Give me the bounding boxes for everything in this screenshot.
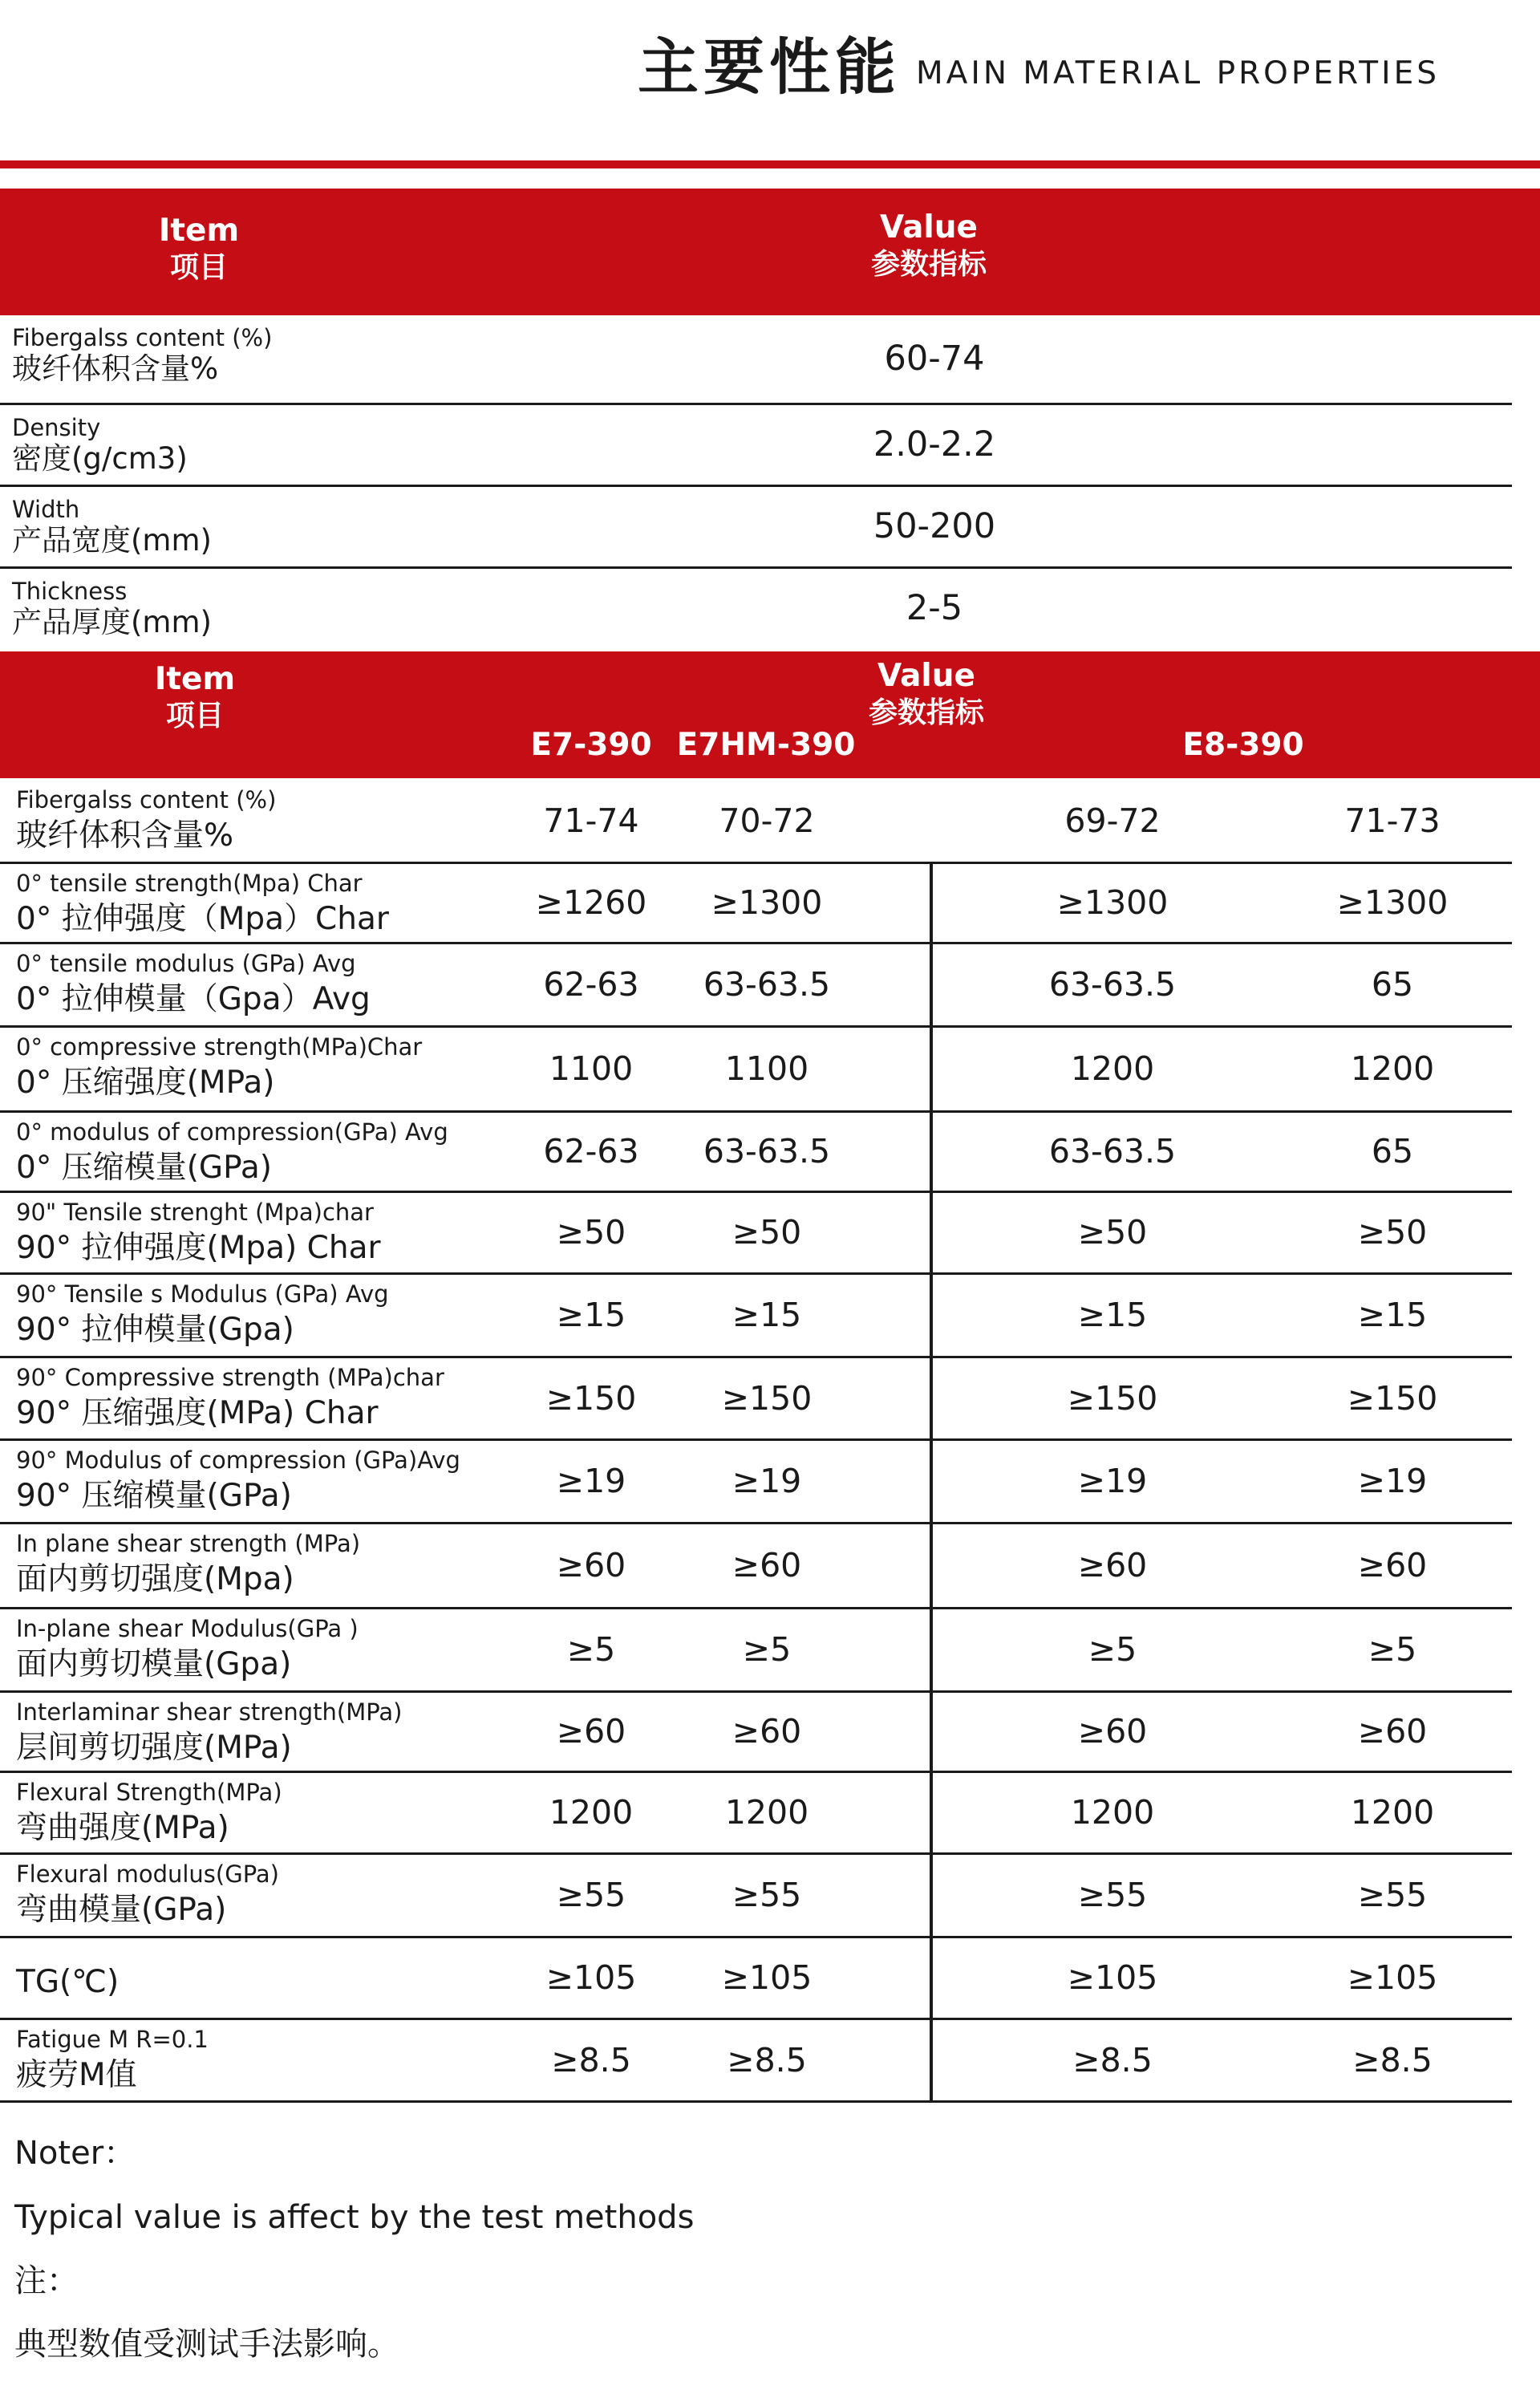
value-e8-390-b: ≥105 (1347, 1958, 1438, 1997)
property-label-cn: 90° 拉伸模量(Gpa) (16, 1312, 294, 1348)
value-e8-390-a: 63-63.5 (1048, 1132, 1177, 1171)
property-label-en: 90" Tensile strenght (Mpa)char (16, 1199, 374, 1226)
property-value: 2.0-2.2 (873, 424, 996, 465)
property-label-en: 0° tensile modulus (GPa) Avg (16, 950, 356, 977)
value-e7-390: ≥1260 (535, 883, 647, 922)
value-e7hm-390: ≥105 (721, 1958, 813, 1997)
header-value-label: Value (880, 209, 978, 245)
table-row (0, 1113, 1512, 1193)
property-label-cn: 0° 压缩模量(GPa) (16, 1150, 273, 1186)
value-e8-390-a: ≥8.5 (1072, 2041, 1153, 2079)
value-e7hm-390: ≥50 (732, 1213, 802, 1252)
property-label-en: Flexural Strength(MPa) (16, 1779, 282, 1806)
property-value: 50-200 (873, 506, 996, 546)
value-e7hm-390: ≥19 (732, 1462, 802, 1500)
value-e7-390: ≥60 (556, 1546, 626, 1584)
value-e8-390-b: ≥50 (1357, 1213, 1428, 1252)
value-e8-390-a: ≥19 (1077, 1462, 1148, 1500)
table-row (0, 1609, 1512, 1693)
column-e7hm-390: E7HM-390 (676, 727, 856, 763)
value-e7-390: ≥150 (545, 1379, 637, 1418)
property-label-cn: 0° 压缩强度(MPa) (16, 1065, 275, 1101)
property-label-en: 90° Compressive strength (MPa)char (16, 1364, 444, 1391)
note-label-en: Noter： (14, 2135, 136, 2172)
header-item-label-cn: 项目 (169, 251, 228, 284)
property-label-en: In plane shear strength (MPa) (16, 1530, 361, 1557)
property-label-cn: 弯曲强度(MPa) (16, 1810, 229, 1846)
property-label-en: Fibergalss content (%) (16, 786, 277, 813)
property-label-cn: 密度(g/cm3) (12, 441, 188, 476)
title-divider (0, 160, 1540, 168)
table-row (0, 1938, 1512, 2020)
value-e7hm-390: ≥8.5 (727, 2041, 807, 2079)
value-e7hm-390: ≥5 (742, 1630, 792, 1669)
table-header-basic (0, 189, 1540, 315)
property-label-cn: 面内剪切强度(Mpa) (16, 1561, 294, 1597)
value-e8-390-a: ≥1300 (1056, 883, 1169, 922)
header-value-label-cn: 参数指标 (870, 248, 987, 281)
table-row (0, 1524, 1512, 1609)
table-row (0, 1693, 1512, 1773)
property-label-cn: 90° 压缩强度(MPa) Char (16, 1395, 379, 1431)
value-e8-390-b: 65 (1371, 965, 1414, 1004)
table-row (0, 1441, 1512, 1524)
table-row (0, 569, 1512, 647)
table-row (0, 864, 1512, 944)
value-e8-390-a: 1200 (1070, 1049, 1155, 1088)
value-e8-390-b: 1200 (1350, 1049, 1435, 1088)
table-row (0, 1275, 1512, 1358)
value-e7hm-390: ≥1300 (711, 883, 823, 922)
table-row (0, 1028, 1512, 1113)
table-row (0, 2020, 1512, 2103)
property-label-cn: 疲劳M值 (16, 2057, 137, 2093)
property-label-cn: 层间剪切强度(MPa) (16, 1730, 292, 1766)
column-e8-390: E8-390 (1182, 727, 1304, 763)
value-e7-390: ≥19 (556, 1462, 626, 1500)
value-e7-390: ≥105 (545, 1958, 637, 1997)
value-e7hm-390: ≥55 (732, 1876, 802, 1914)
value-e8-390-b: 65 (1371, 1132, 1414, 1171)
value-e7hm-390: 1100 (724, 1049, 809, 1088)
value-e7hm-390: ≥15 (732, 1296, 802, 1334)
value-e7-390: 62-63 (543, 965, 639, 1004)
page-title-cn: 主要性能 (638, 31, 901, 103)
value-e7hm-390: 63-63.5 (703, 965, 831, 1004)
header2-item-label-cn: 项目 (165, 700, 224, 732)
table-row (0, 405, 1512, 487)
value-e8-390-b: ≥1300 (1336, 883, 1449, 922)
value-e8-390-a: 1200 (1070, 1793, 1155, 1832)
value-e8-390-a: ≥15 (1077, 1296, 1148, 1334)
column-e7-390: E7-390 (530, 727, 652, 763)
value-e8-390-a: ≥60 (1077, 1712, 1148, 1751)
value-e8-390-a: ≥105 (1067, 1958, 1158, 1997)
value-e7-390: 1200 (549, 1793, 634, 1832)
property-label-en: 0° modulus of compression(GPa) Avg (16, 1118, 448, 1146)
value-e8-390-b: ≥19 (1357, 1462, 1428, 1500)
value-e7-390: ≥8.5 (551, 2041, 631, 2079)
value-e8-390-b: ≥15 (1357, 1296, 1428, 1334)
property-label-en: 90° Tensile s Modulus (GPa) Avg (16, 1280, 389, 1308)
value-e7-390: ≥50 (556, 1213, 626, 1252)
header2-value-label-cn: 参数指标 (868, 696, 984, 729)
property-label-cn: 0° 拉伸模量（Gpa）Avg (16, 981, 371, 1017)
value-e7hm-390: 63-63.5 (703, 1132, 831, 1171)
property-label-cn: 面内剪切模量(Gpa) (16, 1646, 292, 1682)
property-label-en: Width (12, 496, 80, 523)
value-e8-390-b: ≥150 (1347, 1379, 1438, 1418)
table-row (0, 487, 1512, 569)
value-e8-390-a: ≥150 (1067, 1379, 1158, 1418)
value-e8-390-b: 1200 (1350, 1793, 1435, 1832)
value-e8-390-a: ≥5 (1088, 1630, 1137, 1669)
property-label-cn: 90° 压缩模量(GPa) (16, 1478, 292, 1514)
value-e7-390: 1100 (549, 1049, 634, 1088)
value-e7hm-390: ≥150 (721, 1379, 813, 1418)
page-title-en: MAIN MATERIAL PROPERTIES (916, 55, 1441, 91)
table-row (0, 315, 1512, 405)
value-e8-390-b: ≥60 (1357, 1546, 1428, 1584)
property-label-en: Thickness (12, 578, 128, 605)
value-e8-390-b: ≥55 (1357, 1876, 1428, 1914)
property-label-cn: 90° 拉伸强度(Mpa) Char (16, 1230, 381, 1266)
property-label-en: Fibergalss content (%) (12, 324, 273, 351)
value-e8-390-b: ≥5 (1368, 1630, 1417, 1669)
table-row (0, 1773, 1512, 1855)
value-e7-390: 71-74 (543, 801, 639, 840)
table-row (0, 944, 1512, 1028)
column-divider (930, 863, 933, 2103)
property-label-cn: 0° 拉伸强度（Mpa）Char (16, 901, 389, 937)
property-label-cn: TG(℃) (16, 1964, 120, 2000)
header2-value-label: Value (877, 658, 975, 694)
value-e8-390-a: ≥55 (1077, 1876, 1148, 1914)
property-label-en: Fatigue M R=0.1 (16, 2026, 209, 2053)
table-row (0, 1358, 1512, 1441)
property-label-cn: 玻纤体积含量% (12, 351, 219, 386)
value-e8-390-a: ≥60 (1077, 1546, 1148, 1584)
property-value: 60-74 (884, 339, 985, 379)
value-e8-390-b: ≥8.5 (1352, 2041, 1433, 2079)
value-e8-390-a: 63-63.5 (1048, 965, 1177, 1004)
property-label-en: Density (12, 414, 101, 441)
property-label-cn: 产品厚度(mm) (12, 605, 212, 639)
value-e7-390: ≥15 (556, 1296, 626, 1334)
note-text-en: Typical value is affect by the test methods (14, 2199, 695, 2236)
value-e8-390-b: ≥60 (1357, 1712, 1428, 1751)
value-e7-390: ≥60 (556, 1712, 626, 1751)
value-e8-390-b: 71-73 (1344, 801, 1441, 840)
value-e7hm-390: ≥60 (732, 1546, 802, 1584)
table-header-grades (0, 651, 1540, 778)
header2-item-label: Item (154, 661, 236, 697)
property-label-en: 0° compressive strength(MPa)Char (16, 1033, 423, 1061)
property-label-en: 90° Modulus of compression (GPa)Avg (16, 1446, 460, 1474)
property-label-cn: 弯曲模量(GPa) (16, 1892, 227, 1928)
value-e7-390: ≥5 (566, 1630, 616, 1669)
property-label-cn: 玻纤体积含量% (16, 818, 234, 854)
value-e7-390: ≥55 (556, 1876, 626, 1914)
table-row (0, 1855, 1512, 1938)
value-e8-390-a: 69-72 (1064, 801, 1161, 840)
property-value: 2-5 (906, 588, 963, 628)
table-row (0, 1193, 1512, 1275)
property-label-en: 0° tensile strength(Mpa) Char (16, 870, 363, 897)
value-e7hm-390: 70-72 (719, 801, 815, 840)
value-e8-390-a: ≥50 (1077, 1213, 1148, 1252)
table-row (0, 781, 1512, 864)
value-e7hm-390: 1200 (724, 1793, 809, 1832)
value-e7hm-390: ≥60 (732, 1712, 802, 1751)
value-e7-390: 62-63 (543, 1132, 639, 1171)
property-label-en: In-plane shear Modulus(GPa ) (16, 1615, 359, 1642)
property-label-cn: 产品宽度(mm) (12, 523, 212, 558)
note-label-cn: 注： (14, 2262, 79, 2299)
property-label-en: Flexural modulus(GPa) (16, 1860, 279, 1888)
property-label-en: Interlaminar shear strength(MPa) (16, 1698, 403, 1726)
note-text-cn: 典型数值受测试手法影响。 (14, 2326, 399, 2363)
header-item-label: Item (158, 213, 240, 249)
